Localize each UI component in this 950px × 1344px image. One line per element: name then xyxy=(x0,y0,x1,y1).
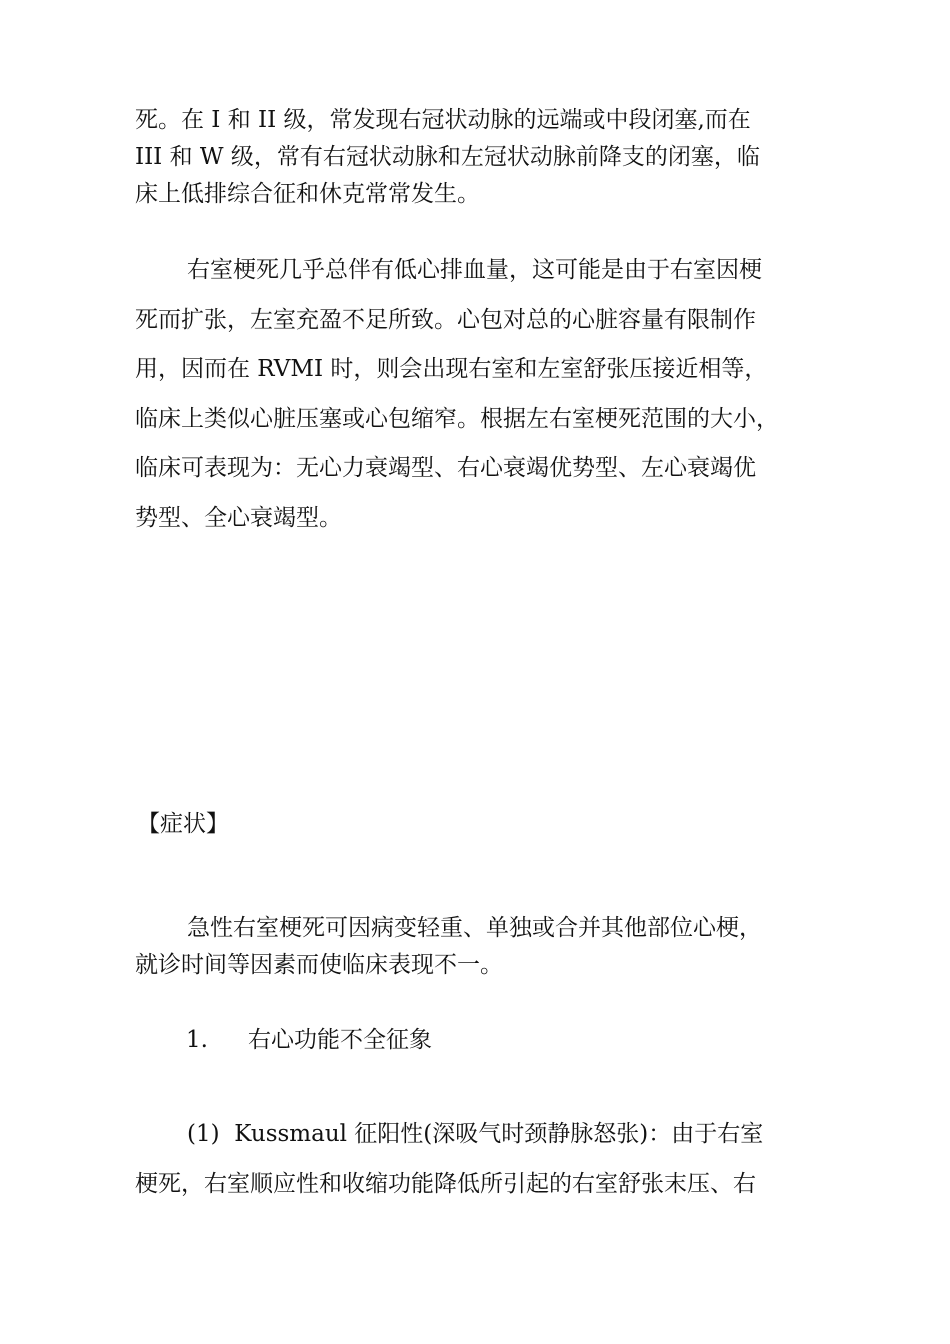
text-line: 临床可表现为：无心力衰竭型、右心衰竭优势型、左心衰竭优 xyxy=(135,455,756,481)
text-line: 临床上类似心脏压塞或心包缩窄。根据左右室梗死范围的大小， xyxy=(135,405,779,432)
text-line: 死。在 I 和 II 级，常发现右冠状动脉的远端或中段闭塞,而在 xyxy=(135,107,751,133)
paragraph-grade-occlusion xyxy=(135,102,830,213)
paragraph-low-cardiac-output xyxy=(135,246,830,543)
list-number: 1. xyxy=(186,1027,208,1053)
text-line: (1) Kussmaul 征阳性(深吸气时颈静脉怒张)：由于右室 xyxy=(187,1121,764,1147)
text-line: 势型、全心衰竭型。 xyxy=(135,504,342,531)
text-line: 右室梗死几乎总伴有低心排血量，这可能是由于右室因梗 xyxy=(187,257,762,283)
section-heading-symptoms: 【症状】 xyxy=(137,811,229,837)
text-line: 急性右室梗死可因病变轻重、单独或合并其他部位心梗， xyxy=(187,915,762,941)
paragraph-clinical-presentation xyxy=(135,910,830,984)
text-line: 就诊时间等因素而使临床表现不一。 xyxy=(135,952,503,978)
list-item-text: 右心功能不全征象 xyxy=(248,1027,432,1053)
list-item-right-heart-failure xyxy=(186,1025,432,1055)
text-line: 用，因而在 RVMI 时，则会出现右室和左室舒张压接近相等， xyxy=(135,356,768,382)
text-line: 死而扩张，左室充盈不足所致。心包对总的心脏容量有限制作 xyxy=(135,306,756,333)
text-line: 床上低排综合征和休克常常发生。 xyxy=(135,181,480,207)
text-line: 梗死，右室顺应性和收缩功能降低所引起的右室舒张末压、右 xyxy=(135,1170,756,1197)
text-line: III 和 W 级，常有右冠状动脉和左冠状动脉前降支的闭塞，临 xyxy=(135,144,760,170)
paragraph-kussmaul-sign xyxy=(135,1110,830,1209)
